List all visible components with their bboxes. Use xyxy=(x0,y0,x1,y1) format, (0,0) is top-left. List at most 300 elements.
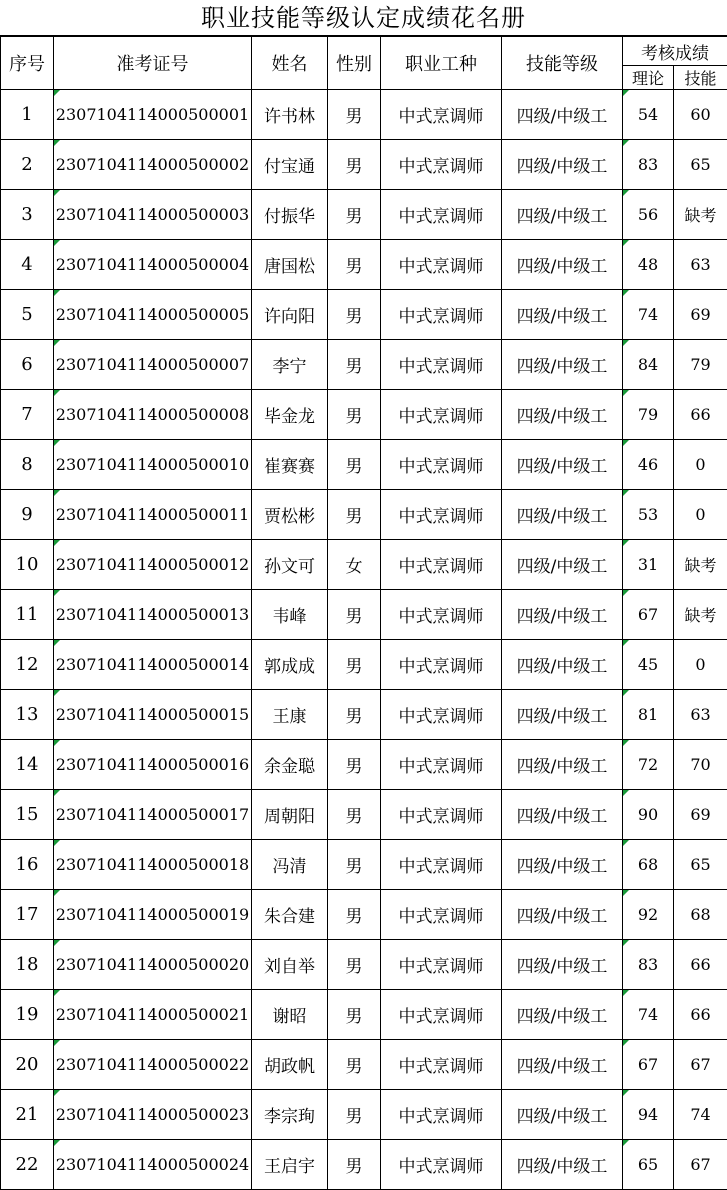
cell-theory xyxy=(623,190,674,240)
cell-skill-text: 缺考 xyxy=(684,206,716,225)
cell-occupation xyxy=(381,740,502,790)
cell-level-text: 四级/中级工 xyxy=(517,407,608,427)
cell-marker-icon xyxy=(623,140,629,146)
cell-seq xyxy=(1,1140,54,1190)
cell-exam-id-text: 2307104114000500022 xyxy=(56,1055,249,1074)
cell-skill-text: 69 xyxy=(690,305,710,324)
cell-level xyxy=(502,440,623,490)
cell-theory-text: 67 xyxy=(638,1055,658,1074)
cell-skill xyxy=(674,1140,727,1190)
table-row xyxy=(1,840,727,890)
cell-seq xyxy=(1,240,54,290)
cell-name xyxy=(252,890,328,940)
cell-exam-id-text: 2307104114000500024 xyxy=(56,1155,249,1174)
cell-theory xyxy=(623,690,674,740)
cell-level xyxy=(502,290,623,340)
cell-occupation-text: 中式烹调师 xyxy=(399,957,484,977)
cell-gender-text: 男 xyxy=(346,657,363,677)
table-row xyxy=(1,690,727,740)
cell-marker-icon xyxy=(54,640,60,646)
cell-level-text: 四级/中级工 xyxy=(517,757,608,777)
cell-marker-icon xyxy=(623,440,629,446)
cell-seq xyxy=(1,140,54,190)
header-gender: 性别 xyxy=(328,37,381,90)
cell-level-text: 四级/中级工 xyxy=(517,607,608,627)
cell-level-text: 四级/中级工 xyxy=(517,1057,608,1077)
cell-seq-text: 20 xyxy=(16,1054,39,1075)
table-row xyxy=(1,1040,727,1090)
cell-name xyxy=(252,190,328,240)
cell-occupation xyxy=(381,90,502,140)
cell-skill-text: 0 xyxy=(695,505,705,524)
cell-level-text: 四级/中级工 xyxy=(517,457,608,477)
cell-exam-id xyxy=(54,1040,252,1090)
cell-marker-icon xyxy=(54,790,60,796)
cell-name xyxy=(252,990,328,1040)
cell-gender xyxy=(328,990,381,1040)
cell-level xyxy=(502,690,623,740)
cell-gender xyxy=(328,540,381,590)
cell-occupation xyxy=(381,190,502,240)
cell-marker-icon xyxy=(623,890,629,896)
cell-name-text: 付振华 xyxy=(264,207,315,227)
cell-seq-text: 7 xyxy=(21,404,32,425)
cell-occupation-text: 中式烹调师 xyxy=(399,1057,484,1077)
cell-exam-id xyxy=(54,540,252,590)
cell-occupation xyxy=(381,540,502,590)
cell-name-text: 冯清 xyxy=(273,857,307,877)
cell-marker-icon xyxy=(623,490,629,496)
header-skill: 技能 xyxy=(674,66,727,90)
cell-skill xyxy=(674,490,727,540)
cell-gender-text: 男 xyxy=(346,357,363,377)
cell-occupation xyxy=(381,1140,502,1190)
cell-exam-id xyxy=(54,790,252,840)
cell-occupation xyxy=(381,390,502,440)
cell-level xyxy=(502,940,623,990)
cell-exam-id xyxy=(54,490,252,540)
cell-occupation-text: 中式烹调师 xyxy=(399,107,484,127)
cell-occupation xyxy=(381,590,502,640)
table-row xyxy=(1,540,727,590)
cell-seq xyxy=(1,590,54,640)
cell-exam-id xyxy=(54,590,252,640)
cell-theory-text: 83 xyxy=(638,955,658,974)
cell-skill-text: 66 xyxy=(690,1005,710,1024)
cell-level-text: 四级/中级工 xyxy=(517,707,608,727)
cell-exam-id xyxy=(54,840,252,890)
cell-name xyxy=(252,940,328,990)
cell-level xyxy=(502,990,623,1040)
cell-marker-icon xyxy=(54,490,60,496)
cell-name-text: 贾松彬 xyxy=(264,507,315,527)
cell-level-text: 四级/中级工 xyxy=(517,1107,608,1127)
cell-exam-id-text: 2307104114000500008 xyxy=(56,405,249,424)
cell-skill xyxy=(674,290,727,340)
cell-marker-icon xyxy=(54,740,60,746)
cell-theory xyxy=(623,590,674,640)
cell-theory-text: 54 xyxy=(638,105,658,124)
cell-exam-id-text: 2307104114000500002 xyxy=(56,155,249,174)
table-row xyxy=(1,640,727,690)
cell-skill-text: 缺考 xyxy=(684,556,716,575)
table-row xyxy=(1,990,727,1040)
cell-skill-text: 70 xyxy=(690,755,710,774)
cell-occupation-text: 中式烹调师 xyxy=(399,907,484,927)
cell-marker-icon xyxy=(54,1040,60,1046)
cell-level-text: 四级/中级工 xyxy=(517,257,608,277)
cell-seq-text: 21 xyxy=(16,1104,39,1125)
cell-exam-id-text: 2307104114000500018 xyxy=(56,855,249,874)
cell-exam-id xyxy=(54,890,252,940)
cell-exam-id-text: 2307104114000500010 xyxy=(56,455,249,474)
cell-skill xyxy=(674,140,727,190)
cell-name xyxy=(252,840,328,890)
cell-seq xyxy=(1,190,54,240)
cell-marker-icon xyxy=(623,90,629,96)
cell-gender-text: 男 xyxy=(346,457,363,477)
cell-marker-icon xyxy=(54,140,60,146)
cell-skill-text: 0 xyxy=(695,455,705,474)
cell-skill-text: 63 xyxy=(690,255,710,274)
cell-skill xyxy=(674,90,727,140)
cell-marker-icon xyxy=(54,390,60,396)
table-row xyxy=(1,490,727,540)
table-row xyxy=(1,890,727,940)
cell-name xyxy=(252,390,328,440)
cell-seq xyxy=(1,840,54,890)
cell-skill-text: 67 xyxy=(690,1155,710,1174)
cell-occupation xyxy=(381,840,502,890)
cell-name xyxy=(252,1090,328,1140)
cell-level-text: 四级/中级工 xyxy=(517,657,608,677)
cell-theory-text: 48 xyxy=(638,255,658,274)
cell-marker-icon xyxy=(54,1140,60,1146)
cell-name-text: 王启宇 xyxy=(264,1157,315,1177)
cell-skill xyxy=(674,190,727,240)
cell-skill xyxy=(674,440,727,490)
cell-name-text: 许书林 xyxy=(264,107,315,127)
cell-theory xyxy=(623,140,674,190)
cell-skill xyxy=(674,340,727,390)
cell-marker-icon xyxy=(623,1090,629,1096)
cell-level-text: 四级/中级工 xyxy=(517,107,608,127)
cell-marker-icon xyxy=(54,340,60,346)
cell-gender-text: 男 xyxy=(346,507,363,527)
cell-skill-text: 63 xyxy=(690,705,710,724)
cell-seq xyxy=(1,1090,54,1140)
cell-theory xyxy=(623,890,674,940)
cell-name xyxy=(252,240,328,290)
cell-marker-icon xyxy=(623,590,629,596)
cell-seq-text: 3 xyxy=(21,204,32,225)
cell-gender-text: 男 xyxy=(346,257,363,277)
cell-marker-icon xyxy=(623,690,629,696)
cell-seq-text: 22 xyxy=(16,1154,39,1175)
cell-marker-icon xyxy=(54,990,60,996)
cell-seq-text: 4 xyxy=(21,254,32,275)
cell-theory-text: 81 xyxy=(638,705,658,724)
cell-level xyxy=(502,890,623,940)
cell-level xyxy=(502,140,623,190)
cell-exam-id xyxy=(54,440,252,490)
cell-name xyxy=(252,1140,328,1190)
cell-name xyxy=(252,140,328,190)
cell-exam-id xyxy=(54,1090,252,1140)
cell-gender xyxy=(328,240,381,290)
table-row xyxy=(1,290,727,340)
cell-marker-icon xyxy=(54,890,60,896)
cell-theory-text: 45 xyxy=(638,655,658,674)
cell-level xyxy=(502,1090,623,1140)
table-row xyxy=(1,90,727,140)
cell-name-text: 刘自举 xyxy=(264,957,315,977)
cell-skill xyxy=(674,590,727,640)
cell-marker-icon xyxy=(54,940,60,946)
cell-marker-icon xyxy=(623,840,629,846)
cell-seq xyxy=(1,340,54,390)
cell-marker-icon xyxy=(623,190,629,196)
cell-marker-icon xyxy=(54,90,60,96)
cell-occupation-text: 中式烹调师 xyxy=(399,1007,484,1027)
cell-name xyxy=(252,90,328,140)
cell-gender xyxy=(328,290,381,340)
cell-exam-id-text: 2307104114000500019 xyxy=(56,905,249,924)
table-row xyxy=(1,390,727,440)
cell-name xyxy=(252,790,328,840)
cell-level xyxy=(502,640,623,690)
cell-level xyxy=(502,740,623,790)
cell-skill-text: 65 xyxy=(690,855,710,874)
cell-skill-text: 66 xyxy=(690,405,710,424)
cell-gender xyxy=(328,1140,381,1190)
cell-name-text: 李宁 xyxy=(273,357,307,377)
cell-marker-icon xyxy=(623,990,629,996)
cell-seq xyxy=(1,390,54,440)
cell-gender xyxy=(328,840,381,890)
cell-gender-text: 男 xyxy=(346,857,363,877)
cell-level-text: 四级/中级工 xyxy=(517,307,608,327)
cell-gender xyxy=(328,740,381,790)
cell-exam-id xyxy=(54,290,252,340)
cell-seq xyxy=(1,890,54,940)
table-row xyxy=(1,340,727,390)
cell-occupation xyxy=(381,790,502,840)
cell-gender-text: 男 xyxy=(346,757,363,777)
cell-occupation xyxy=(381,340,502,390)
cell-name-text: 胡政帆 xyxy=(264,1057,315,1077)
cell-gender-text: 男 xyxy=(346,707,363,727)
cell-theory-text: 92 xyxy=(638,905,658,924)
cell-marker-icon xyxy=(54,240,60,246)
cell-gender xyxy=(328,490,381,540)
cell-exam-id xyxy=(54,240,252,290)
cell-marker-icon xyxy=(54,540,60,546)
cell-theory xyxy=(623,940,674,990)
cell-skill xyxy=(674,640,727,690)
cell-skill-text: 65 xyxy=(690,155,710,174)
table-row xyxy=(1,740,727,790)
cell-exam-id-text: 2307104114000500012 xyxy=(56,555,249,574)
cell-occupation-text: 中式烹调师 xyxy=(399,507,484,527)
cell-name-text: 韦峰 xyxy=(273,607,307,627)
header-seq: 序号 xyxy=(1,37,54,90)
cell-occupation xyxy=(381,640,502,690)
cell-occupation-text: 中式烹调师 xyxy=(399,307,484,327)
cell-theory-text: 68 xyxy=(638,855,658,874)
cell-level-text: 四级/中级工 xyxy=(517,357,608,377)
cell-level xyxy=(502,540,623,590)
cell-theory-text: 67 xyxy=(638,605,658,624)
cell-gender-text: 男 xyxy=(346,207,363,227)
cell-marker-icon xyxy=(54,1090,60,1096)
cell-gender-text: 男 xyxy=(346,1107,363,1127)
cell-theory xyxy=(623,1140,674,1190)
cell-gender-text: 男 xyxy=(346,107,363,127)
cell-seq xyxy=(1,740,54,790)
cell-skill xyxy=(674,390,727,440)
cell-occupation-text: 中式烹调师 xyxy=(399,407,484,427)
cell-skill-text: 缺考 xyxy=(684,606,716,625)
cell-exam-id-text: 2307104114000500015 xyxy=(56,705,249,724)
cell-skill xyxy=(674,540,727,590)
cell-marker-icon xyxy=(54,690,60,696)
cell-marker-icon xyxy=(623,1040,629,1046)
cell-skill-text: 69 xyxy=(690,805,710,824)
cell-occupation-text: 中式烹调师 xyxy=(399,757,484,777)
cell-name-text: 孙文可 xyxy=(264,557,315,577)
header-exam-id: 准考证号 xyxy=(54,37,252,90)
cell-occupation-text: 中式烹调师 xyxy=(399,1157,484,1177)
cell-name-text: 许向阳 xyxy=(264,307,315,327)
cell-name-text: 王康 xyxy=(273,707,307,727)
cell-marker-icon xyxy=(623,790,629,796)
header-score-group: 考核成绩 xyxy=(623,37,727,66)
cell-theory-text: 94 xyxy=(638,1105,658,1124)
cell-seq xyxy=(1,640,54,690)
cell-name xyxy=(252,440,328,490)
cell-marker-icon xyxy=(623,290,629,296)
cell-seq xyxy=(1,290,54,340)
cell-marker-icon xyxy=(54,290,60,296)
cell-seq xyxy=(1,790,54,840)
cell-occupation-text: 中式烹调师 xyxy=(399,557,484,577)
cell-marker-icon xyxy=(54,190,60,196)
cell-theory xyxy=(623,640,674,690)
cell-theory-text: 83 xyxy=(638,155,658,174)
cell-occupation xyxy=(381,1090,502,1140)
cell-seq-text: 6 xyxy=(21,354,32,375)
cell-exam-id-text: 2307104114000500013 xyxy=(56,605,249,624)
cell-theory-text: 84 xyxy=(638,355,658,374)
header-name: 姓名 xyxy=(252,37,328,90)
cell-skill xyxy=(674,840,727,890)
table-row xyxy=(1,790,727,840)
cell-exam-id xyxy=(54,190,252,240)
cell-name xyxy=(252,540,328,590)
cell-level-text: 四级/中级工 xyxy=(517,907,608,927)
cell-occupation xyxy=(381,690,502,740)
cell-name-text: 唐国松 xyxy=(264,257,315,277)
cell-theory xyxy=(623,1090,674,1140)
cell-marker-icon xyxy=(54,590,60,596)
cell-level-text: 四级/中级工 xyxy=(517,857,608,877)
cell-marker-icon xyxy=(54,440,60,446)
cell-name-text: 付宝通 xyxy=(264,157,315,177)
cell-exam-id-text: 2307104114000500001 xyxy=(56,105,249,124)
roster-body xyxy=(1,90,727,1190)
cell-exam-id-text: 2307104114000500017 xyxy=(56,805,249,824)
cell-occupation-text: 中式烹调师 xyxy=(399,257,484,277)
cell-gender-text: 男 xyxy=(346,807,363,827)
cell-exam-id-text: 2307104114000500003 xyxy=(56,205,249,224)
cell-marker-icon xyxy=(623,1140,629,1146)
cell-theory-text: 72 xyxy=(638,755,658,774)
cell-name xyxy=(252,290,328,340)
cell-theory-text: 53 xyxy=(638,505,658,524)
cell-theory-text: 65 xyxy=(638,1155,658,1174)
cell-level xyxy=(502,340,623,390)
cell-theory-text: 56 xyxy=(638,205,658,224)
cell-skill-text: 67 xyxy=(690,1055,710,1074)
cell-gender xyxy=(328,390,381,440)
cell-level-text: 四级/中级工 xyxy=(517,207,608,227)
cell-exam-id xyxy=(54,990,252,1040)
cell-occupation-text: 中式烹调师 xyxy=(399,157,484,177)
cell-seq-text: 1 xyxy=(21,104,32,125)
cell-occupation xyxy=(381,490,502,540)
cell-exam-id-text: 2307104114000500005 xyxy=(56,305,249,324)
cell-theory xyxy=(623,290,674,340)
cell-seq-text: 2 xyxy=(21,154,32,175)
table-row xyxy=(1,940,727,990)
cell-level xyxy=(502,590,623,640)
cell-level-text: 四级/中级工 xyxy=(517,557,608,577)
cell-level-text: 四级/中级工 xyxy=(517,1007,608,1027)
cell-level xyxy=(502,390,623,440)
cell-exam-id xyxy=(54,140,252,190)
cell-gender xyxy=(328,590,381,640)
cell-exam-id-text: 2307104114000500014 xyxy=(56,655,249,674)
cell-gender-text: 男 xyxy=(346,1057,363,1077)
cell-seq-text: 15 xyxy=(16,804,39,825)
cell-name xyxy=(252,490,328,540)
cell-skill-text: 66 xyxy=(690,955,710,974)
cell-gender-text: 男 xyxy=(346,1157,363,1177)
cell-exam-id xyxy=(54,640,252,690)
header-theory: 理论 xyxy=(623,66,674,90)
cell-name xyxy=(252,1040,328,1090)
cell-seq-text: 19 xyxy=(16,1004,39,1025)
cell-gender-text: 男 xyxy=(346,407,363,427)
cell-name-text: 郭成成 xyxy=(264,657,315,677)
cell-name-text: 崔赛赛 xyxy=(264,457,315,477)
cell-name-text: 谢昭 xyxy=(273,1007,307,1027)
cell-exam-id xyxy=(54,940,252,990)
table-row xyxy=(1,590,727,640)
cell-occupation xyxy=(381,940,502,990)
table-row xyxy=(1,140,727,190)
table-row xyxy=(1,440,727,490)
cell-exam-id xyxy=(54,90,252,140)
cell-exam-id xyxy=(54,1140,252,1190)
cell-level xyxy=(502,1040,623,1090)
cell-skill xyxy=(674,1040,727,1090)
cell-skill xyxy=(674,790,727,840)
cell-level-text: 四级/中级工 xyxy=(517,957,608,977)
cell-exam-id-text: 2307104114000500011 xyxy=(56,505,249,524)
cell-occupation-text: 中式烹调师 xyxy=(399,607,484,627)
